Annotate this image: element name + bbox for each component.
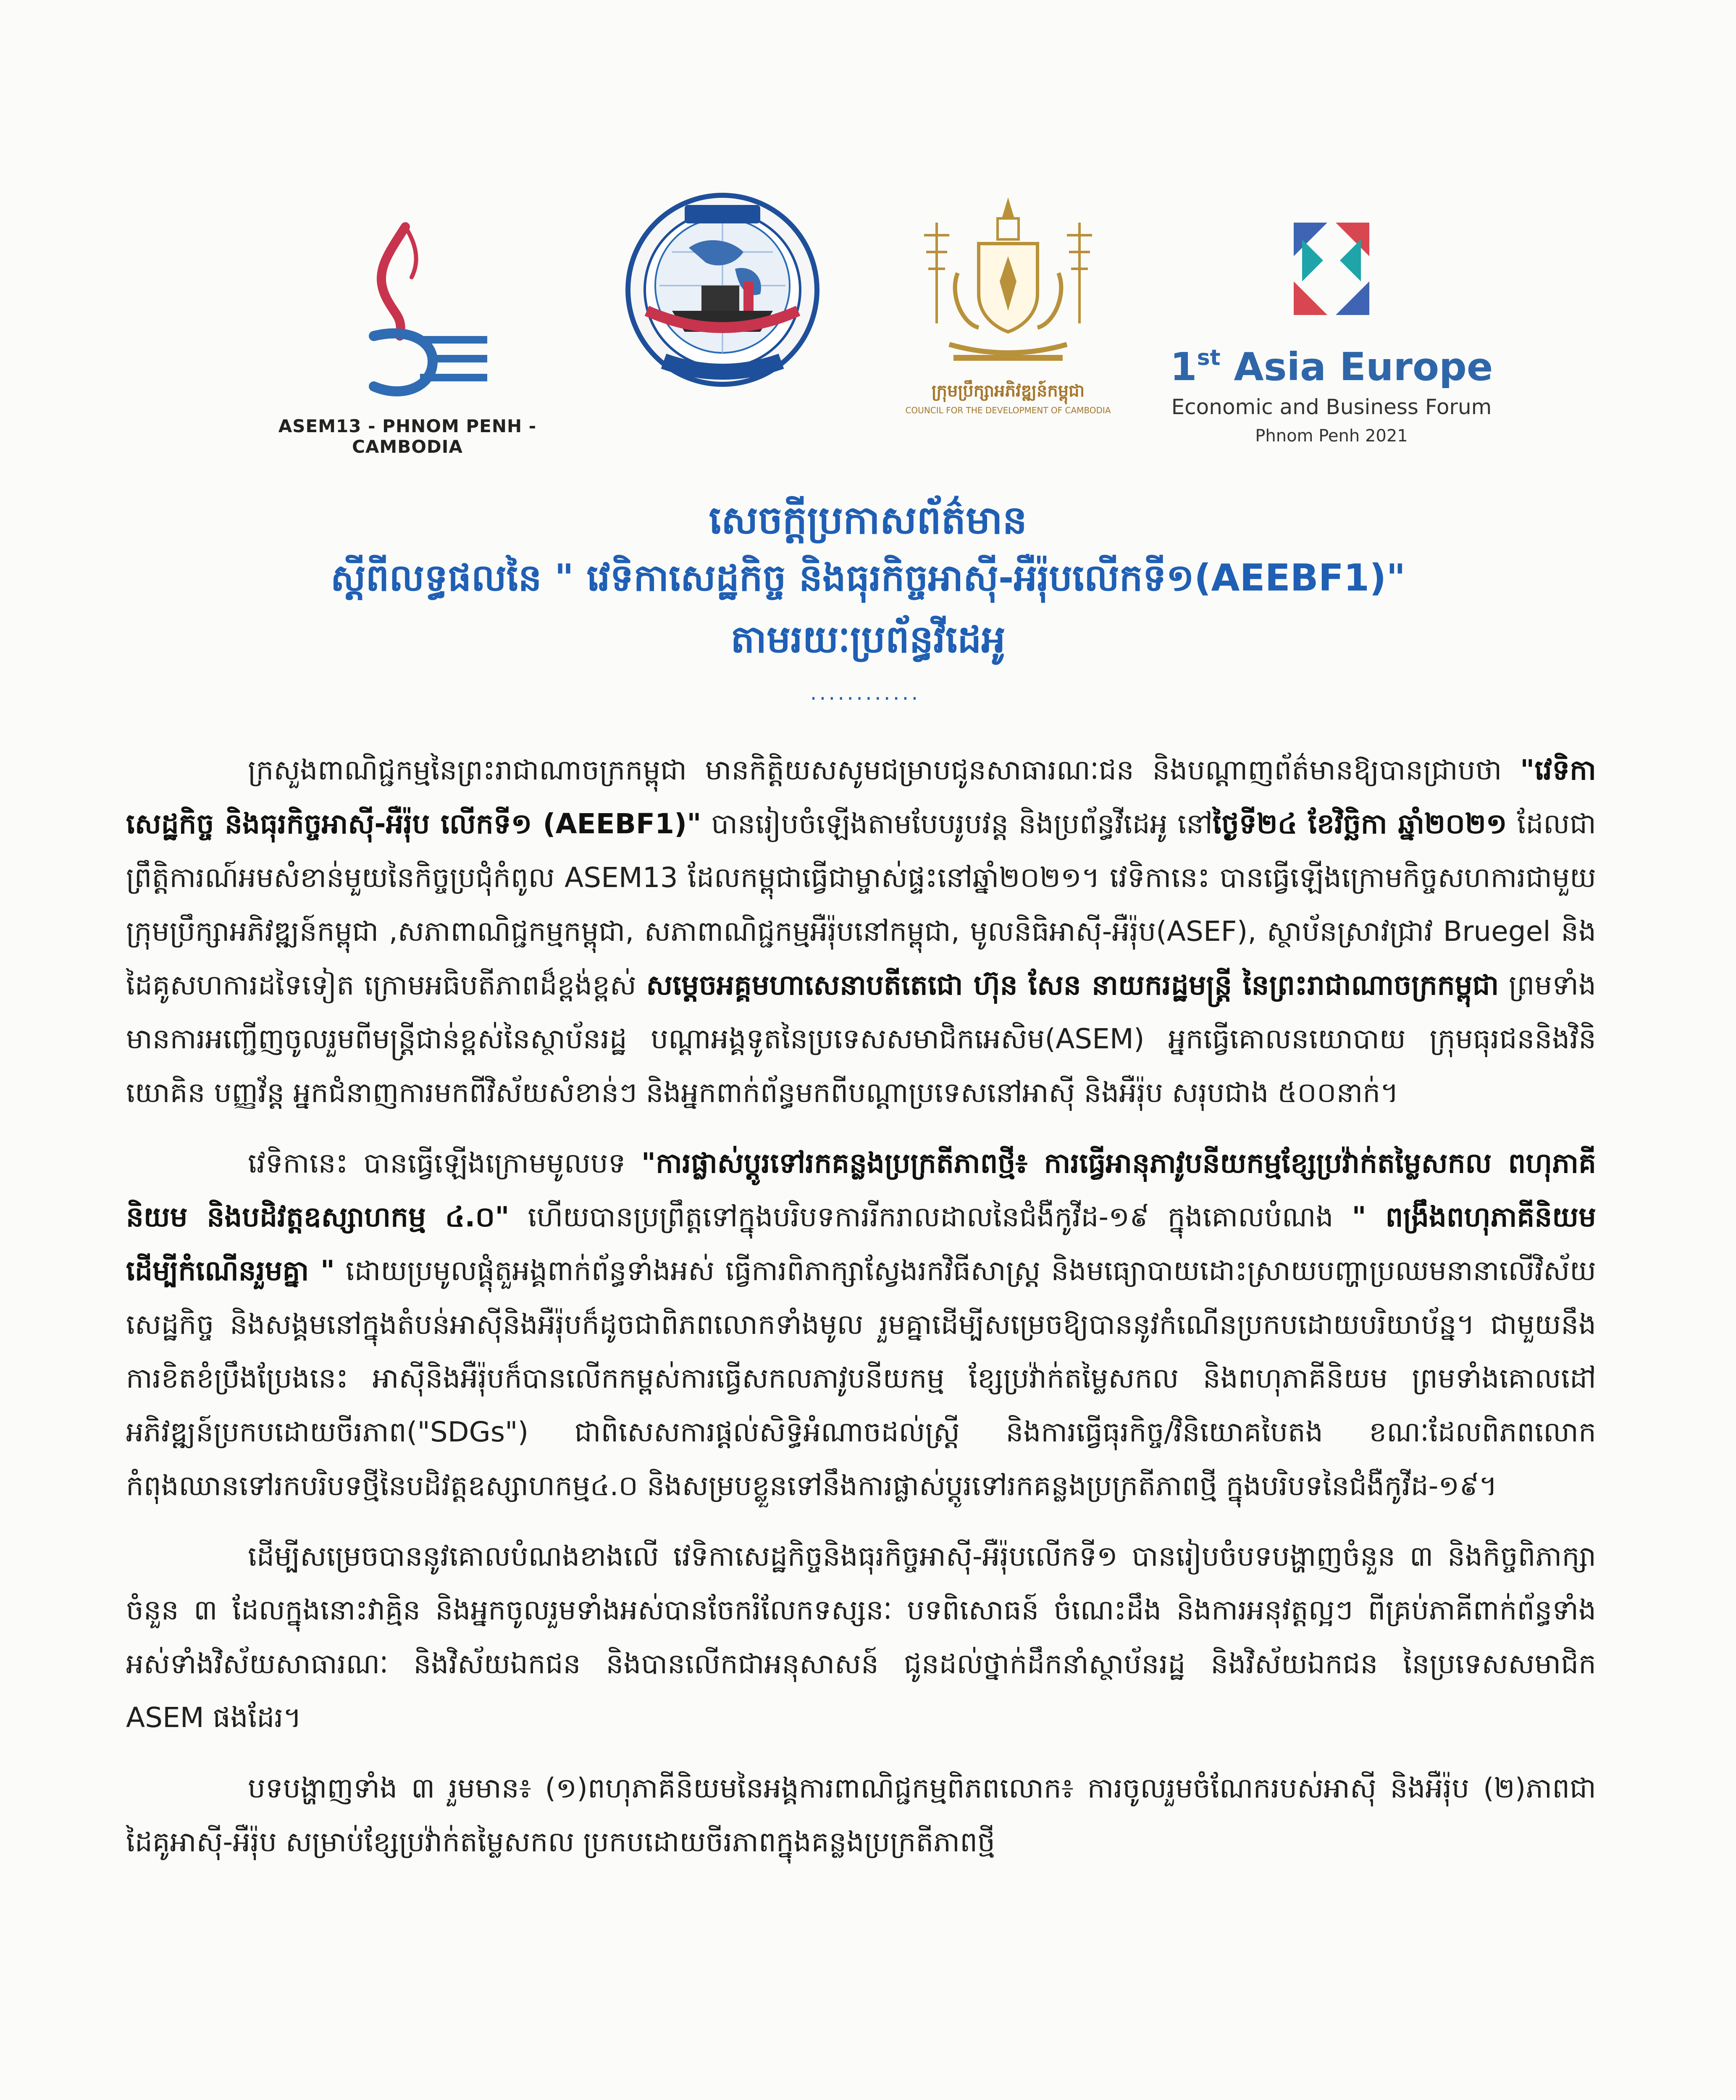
forum-objective-bold: " ពង្រឹងពហុភាគីនិយម ដើម្បីកំណើនរួមគ្នា " — [126, 1201, 1596, 1287]
paragraph-2-text-c: ហើយបានប្រព្រឹត្តទៅក្នុងបរិបទការរីករាលដាលនៃជំងឺកូវីដ-១៩ ក្នុងគោលបំណង — [509, 1201, 1352, 1233]
paragraph-2-text-a: វេទិកានេះ បានធ្វើឡើងក្រោមមូលបទ — [248, 1147, 641, 1179]
forum-name-bold: "វេទិកាសេដ្ឋកិច្ច និងធុរកិច្ចអាស៊ី-អឺរ៉ុប លើកទី១ (AEEBF1)" — [126, 754, 1596, 840]
paragraph-1 — [126, 743, 1596, 1120]
paragraph-1-text-d: ដែលជាព្រឹត្តិការណ៍អមសំខាន់មួយនៃកិច្ចប្រជុំកំពូល ASEM13 ដែលកម្ពុជាធ្វើជាម្ចាស់ផ្ទះនៅឆ្នាំ២០២១។ វេទិកានេះ បានធ្វើឡើងក្រោមកិច្ចសហការជាមួយក្រុមប្រឹក្សាអភិវឌ្ឍន៍កម្ពុជា ,សភាពាណិជ្ជកម្មកម្ពុជា, សភាពាណិជ្ជកម្មអឺរ៉ុបនៅកម្ពុជា, មូលនិធិអាស៊ី-អឺរ៉ុប(ASEF), ស្ថាប័នស្រាវជ្រាវ Bruegel និងដៃគូសហការដទៃទៀត ក្រោមអធិបតីភាពដ៏ខ្ពង់ខ្ពស់ — [126, 808, 1596, 1001]
ministry-of-commerce-seal — [622, 185, 823, 403]
paragraph-2-text-d: ដោយប្រមូលផ្តុំតួអង្គពាក់ព័ន្ធទាំងអស់ ធ្វើការពិភាក្សាស្វែងរកវិធីសាស្រ្ត និងមធ្យោបាយដោះស្រាយបញ្ហាប្រឈមនានាលើវិស័យសេដ្ឋកិច្ច និងសង្គមនៅក្នុងតំបន់អាស៊ីនិងអឺរ៉ុបក៏ដូចជាពិភពលោកទាំងមូល រួមគ្នាដើម្បីសម្រេចឱ្យបាននូវកំណើនប្រកបដោយបរិយាប័ន្ន។ ជាមួយនឹងការខិតខំប្រឹងប្រែងនេះ អាស៊ីនិងអឺរ៉ុបក៏បានលើកកម្ពស់ការធ្វើសកលភាវូបនីយកម្ម ខ្សែប្រវ៉ាក់តម្លៃសកល និងពហុភាគីនិយម ព្រមទាំងគោលដៅអភិវឌ្ឍន៍ប្រកបដោយចីរភាព("SDGs") ជាពិសេសការផ្តល់សិទ្ធិអំណាចដល់ស្រ្តី និងការធ្វើធុរកិច្ច/វិនិយោគបៃតង ខណៈដែលពិភពលោកកំពុងឈានទៅរកបរិបទថ្មីនៃបដិវត្តឧស្សាហកម្ម៤.០ និងសម្របខ្លួនទៅនឹងការផ្លាស់ប្តូរទៅរកគន្លងប្រក្រតីភាពថ្មី ក្នុងបរិបទនៃជំងឺកូវីដ-១៩។ — [126, 1255, 1596, 1502]
aeebf-emblem-icon — [1159, 210, 1504, 336]
paragraph-1-text-a: ក្រសួងពាណិជ្ជកម្មនៃព្រះរាជាណាចក្រកម្ពុជា មានកិត្តិយសសូមជម្រាបជូនសាធារណៈជន និងបណ្តាញព័ត៌មានឱ្យបានជ្រាបថា — [248, 754, 1520, 786]
ministry-seal-icon — [622, 185, 823, 403]
aeebf-logo — [1159, 210, 1504, 445]
document-subheading: ស្តីពីលទ្ធផលនៃ " វេទិកាសេដ្ឋកិច្ច និងធុរកិច្ចអាស៊ី-អឺរ៉ុបលើកទី១(AEEBF1)" — [330, 556, 1406, 599]
cdc-caption-khmer: ក្រុមប្រឹក្សាអភិវឌ្ឍន៍កម្ពុជា — [931, 381, 1085, 401]
prime-minister-title-bold: សម្តេចអគ្គមហាសេនាបតីតេជោ ហ៊ុន សែន នាយករដ្ឋមន្រ្តី នៃព្រះរាជាណាចក្រកម្ពុជា — [646, 969, 1499, 1001]
logo-row — [0, 185, 1736, 457]
cdc-logo — [890, 189, 1126, 424]
aeebf-title — [1159, 344, 1504, 389]
paragraph-4: បទបង្ហាញទាំង ៣ រួមមាន៖ (១)ពហុភាគីនិយមនៃអង្គការពាណិជ្ជកម្មពិភពលោក៖ ការចូលរួមចំណែករបស់អាស៊ី និងអឺរ៉ុប (២)ភាពជាដៃគូអាស៊ី-អឺរ៉ុប សម្រាប់ខ្សែប្រវ៉ាក់តម្លៃសកល ប្រកបដោយចីរភាពក្នុងគន្លងប្រក្រតីភាពថ្មី — [126, 1772, 1596, 1858]
aeebf-location-year: Phnom Penh 2021 — [1255, 426, 1408, 446]
event-date-bold: ថ្ងៃទី២៤ ខែវិច្ឆិកា ឆ្នាំ២០២១ — [1213, 808, 1507, 840]
forum-theme-bold: "ការផ្លាស់ប្តូរទៅរកគន្លងប្រក្រតីភាពថ្មី៖ ការធ្វើអានុភាវូបនីយកម្មខ្សែប្រវ៉ាក់តម្លៃសកល ពហុភាគីនិយម និងបដិវត្តឧស្សាហកម្ម ៤.០" — [126, 1147, 1596, 1233]
aeebf-title-number: 1 — [1170, 344, 1197, 389]
paragraph-1-text-e: ព្រមទាំងមានការអញ្ជើញចូលរួមពីមន្រ្តីជាន់ខ្ពស់នៃស្ថាប័នរដ្ឋ បណ្តាអង្គទូតនៃប្រទេសសមាជិកអេសិម(ASEM) អ្នកធ្វើគោលនយោបាយ ក្រុមធុរជននិងវិនិយោគិន បញ្ញវ័ន្ត អ្នកជំនាញការមកពីវិស័យសំខាន់ៗ និងអ្នកពាក់ព័ន្ធមកពីបណ្តាប្រទេសនៅអាស៊ី និងអឺរ៉ុប សរុបជាង ៥០០នាក់។ — [126, 969, 1596, 1109]
paragraph-1-text-c: បានរៀបចំឡើងតាមបែបរូបវន្ត និងប្រព័ន្ធវីដេអូ នៅ — [701, 808, 1213, 840]
document-body — [126, 743, 1596, 1886]
aeebf-title-suffix: st — [1197, 345, 1221, 370]
aeebf-subtitle: Economic and Business Forum — [1171, 395, 1492, 419]
paragraph-3: ដើម្បីសម្រេចបាននូវគោលបំណងខាងលើ វេទិកាសេដ្ឋកិច្ចនិងធុរកិច្ចអាស៊ី-អឺរ៉ុបលើកទី១ បានរៀបចំបទបង្ហាញចំនួន ៣ និងកិច្ចពិភាក្សាចំនួន ៣ ដែលក្នុងនោះវាគ្មិន និងអ្នកចូលរួមទាំងអស់បានចែករំលែកទស្សនៈ បទពិសោធន៍ ចំណេះដឹង និងការអនុវត្តល្អៗ ពីគ្រប់ភាគីពាក់ព័ន្ធទាំងអស់ទាំងវិស័យសាធារណៈ និងវិស័យឯកជន និងបានលើកជាអនុសាសន៍ ជូនដល់ថ្នាក់ដឹកនាំស្ថាប័នរដ្ឋ និងវិស័យឯកជន នៃប្រទេសសមាជិក ASEM ផងដែរ។ — [126, 1540, 1596, 1734]
royal-coat-of-arms-icon — [890, 189, 1126, 374]
document-subheading-medium: តាមរយៈប្រព័ន្ធវីដេអូ — [730, 617, 1006, 662]
document-heading: សេចក្តីប្រកាសព័ត៌មាន — [709, 498, 1027, 543]
heading-dotted-rule: ............ — [810, 680, 921, 705]
aeebf-title-text: Asia Europe — [1220, 344, 1493, 389]
asem13-logo — [235, 210, 580, 457]
asem13-caption: ASEM13 - PHNOM PENH - CAMBODIA — [278, 416, 537, 457]
asem13-emblem-icon — [235, 210, 580, 412]
cdc-caption-english: COUNCIL FOR THE DEVELOPMENT OF CAMBODIA — [905, 405, 1111, 415]
paragraph-2 — [126, 1137, 1596, 1513]
